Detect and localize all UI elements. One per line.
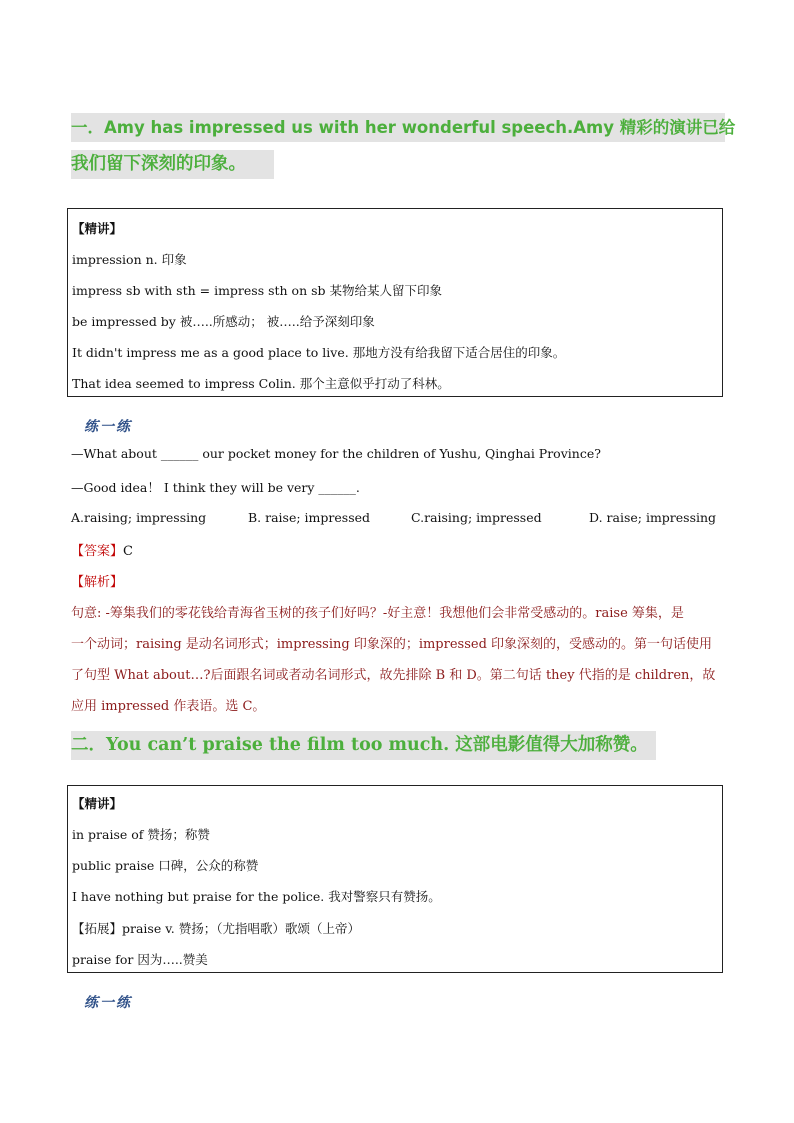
option-d: D. raise; impressing xyxy=(589,510,717,525)
answer-label: 【答案】 xyxy=(71,544,124,559)
question-line2: —Good idea！ I think they will be very ______. xyxy=(71,480,360,495)
section1-heading-line2: 我们留下深刻的印象。 xyxy=(71,150,274,179)
question-line1: —What about ______ our pocket money for the children of Yushu, Qinghai Province? xyxy=(71,446,601,461)
answer-row xyxy=(71,540,133,559)
practice-label: 练一练 xyxy=(84,419,132,435)
section1-heading-line1: 一．Amy has impressed us with her wonderful speech.Amy 精彩的演讲已给 xyxy=(71,113,725,142)
box-line: be impressed by 被…..所感动； 被…..给予深刻印象 xyxy=(72,314,375,329)
analysis-line: 一个动词；raising 是动名词形式；impressing 印象深的；impressed 印象深刻的，受感动的。第一句话使用 xyxy=(71,637,713,652)
section2-heading: 二．You can’t praise the film too much. 这部电影值得大加称赞。 xyxy=(71,731,656,760)
box-line: That idea seemed to impress Colin. 那个主意似乎打动了科林。 xyxy=(72,376,450,391)
answer-value: C xyxy=(123,544,133,559)
section1-explanation-box xyxy=(67,208,723,397)
box-line: praise for 因为…..赞美 xyxy=(72,952,208,967)
section2-explanation-box xyxy=(67,785,723,973)
box-line: 【精讲】 xyxy=(72,796,123,811)
option-c: C.raising; impressed xyxy=(411,510,542,525)
box-line: It didn't impress me as a good place to live. 那地方没有给我留下适合居住的印象。 xyxy=(72,345,566,360)
analysis-line: 了句型 What about…?后面跟名词或者动名词形式，故先排除 B 和 D。第二句话 they 代指的是 children，故 xyxy=(71,668,716,683)
box-line: I have nothing but praise for the police. 我对警察只有赞扬。 xyxy=(72,889,441,904)
box-line: public praise 口碑，公众的称赞 xyxy=(72,858,259,873)
box-line: 【拓展】praise v. 赞扬；（尤指唱歌）歌颂（上帝） xyxy=(72,921,360,936)
option-a: A.raising; impressing xyxy=(71,510,207,525)
box-line: impress sb with sth = impress sth on sb 某物给某人留下印象 xyxy=(72,283,443,298)
box-line: 【精讲】 xyxy=(72,221,123,236)
practice-label-2: 练一练 xyxy=(84,995,132,1011)
analysis-line: 句意: -筹集我们的零花钱给青海省玉树的孩子们好吗？-好主意！我想他们会非常受感动的。raise 筹集，是 xyxy=(71,606,684,621)
analysis-label: 【解析】 xyxy=(71,575,124,590)
analysis-line: 应用 impressed 作表语。选 C。 xyxy=(71,699,266,714)
option-b: B. raise; impressed xyxy=(248,510,371,525)
box-line: impression n. 印象 xyxy=(72,252,187,267)
box-line: in praise of 赞扬；称赞 xyxy=(72,827,210,842)
